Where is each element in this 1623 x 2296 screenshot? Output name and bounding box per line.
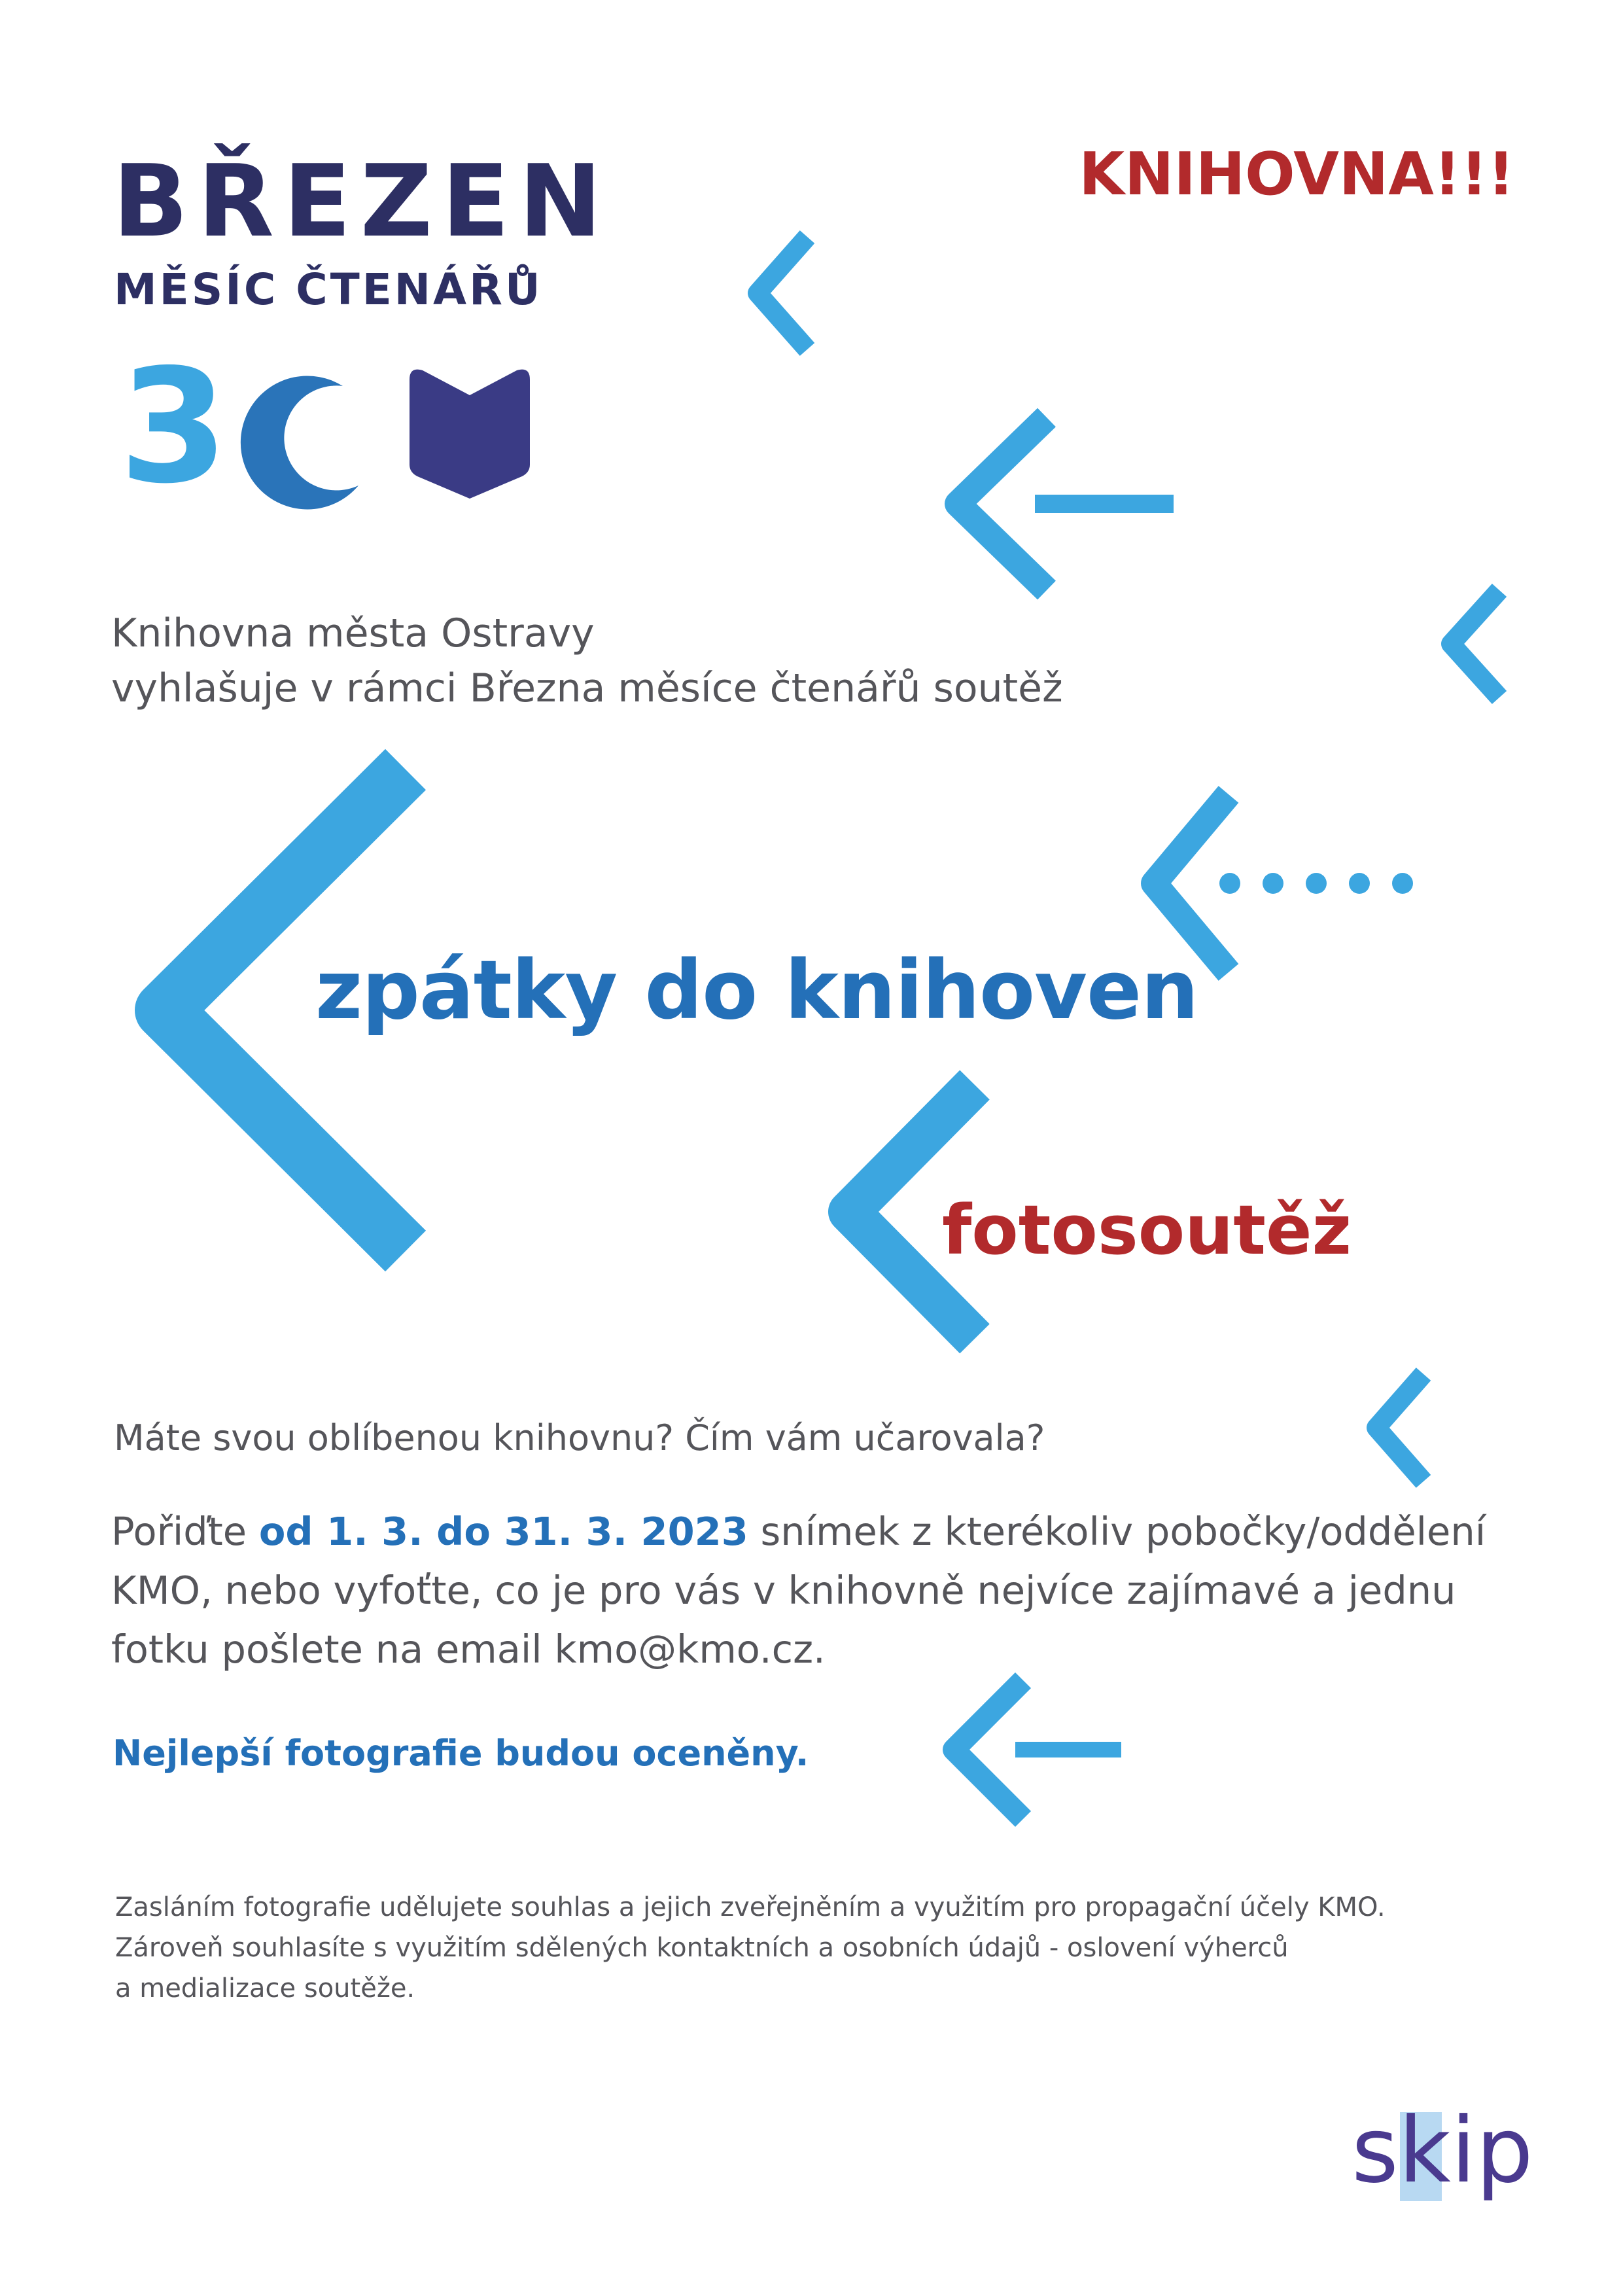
question-text: Máte svou oblíbenou knihovnu? Čím vám učarovala? bbox=[114, 1417, 1045, 1458]
date-highlight: od 1. 3. do 31. 3. 2023 bbox=[258, 1509, 748, 1554]
dotted-line bbox=[1219, 873, 1413, 894]
intro-text bbox=[111, 606, 1063, 716]
skip-ip: ip bbox=[1450, 2098, 1533, 2203]
disclaimer-line-2: Zároveň souhlasíte s využitím sdělených kontaktních a osobních údajů - oslovení výherců bbox=[115, 1933, 1289, 1963]
skip-logo bbox=[1352, 2098, 1533, 2203]
chevron-left-icon bbox=[1451, 590, 1499, 698]
disclaimer-line-1: Zasláním fotografie udělujete souhlas a jejich zveřejněním a využitím pro propagační účely KMO. bbox=[115, 1892, 1386, 1922]
headline-knihovna: KNIHOVNA!!! bbox=[1079, 140, 1514, 209]
intro-line-2: vyhlašuje v rámci Března měsíce čtenářů soutěž bbox=[111, 665, 1063, 711]
skip-k: k bbox=[1398, 2098, 1451, 2203]
crescent-moon-icon bbox=[241, 376, 358, 509]
skip-s: s bbox=[1352, 2098, 1399, 2203]
arrow-left-icon bbox=[954, 1680, 1023, 1819]
body-line-3: fotku pošlete na email kmo@kmo.cz. bbox=[111, 1627, 826, 1672]
sub-title: fotosoutěž bbox=[942, 1190, 1352, 1270]
open-book-icon bbox=[410, 370, 530, 499]
best-photos-text: Nejlepší fotografie budou oceněny. bbox=[113, 1733, 809, 1774]
body-text bbox=[111, 1502, 1486, 1679]
disclaimer bbox=[115, 1887, 1386, 2009]
main-title: zpátky do knihoven bbox=[315, 944, 1198, 1038]
logo-number: 3 bbox=[119, 335, 228, 518]
body-part-1: Pořiďte bbox=[111, 1509, 259, 1554]
arrow-left-icon bbox=[958, 417, 1047, 590]
logo-title: BŘEZEN bbox=[113, 143, 611, 259]
disclaimer-line-3: a medializace soutěže. bbox=[115, 1973, 415, 2004]
body-line-1 bbox=[111, 1502, 1486, 1561]
chevron-left-icon bbox=[758, 237, 807, 349]
intro-line-1: Knihovna města Ostravy bbox=[111, 610, 595, 656]
logo-subtitle: MĚSÍC ČTENÁŘŮ bbox=[114, 264, 543, 315]
body-part-2: snímek z kterékoliv pobočky/oddělení bbox=[748, 1509, 1486, 1554]
body-line-2: KMO, nebo vyfoťte, co je pro vás v knihovně nejvíce zajímavé a jednu bbox=[111, 1568, 1456, 1613]
chevron-left-icon bbox=[1376, 1374, 1423, 1481]
